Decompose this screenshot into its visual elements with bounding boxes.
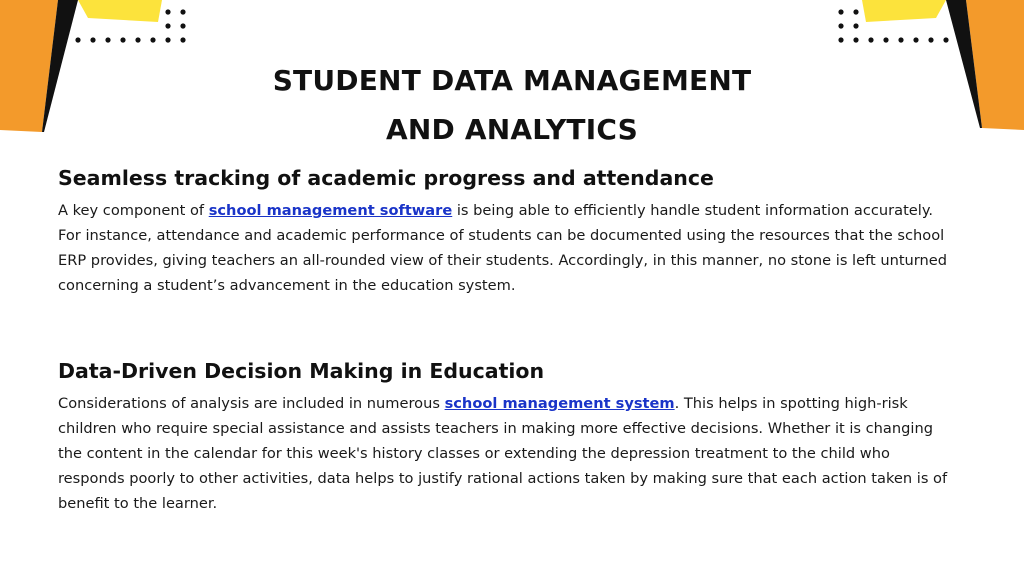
- section-heading: Seamless tracking of academic progress and attendance: [58, 166, 714, 190]
- section-paragraph: [58, 198, 958, 298]
- section-academic-tracking: [58, 164, 958, 298]
- paragraph-text: is being able to efficiently handle student information accurately. For instance, attendance and academic performance of students can be documented using the resources that the school ERP provides, giving teachers an all-rounded view of their students. Accordingly, in this manner, no stone is left unturned concerning a student’s advancement in the education system.: [58, 202, 948, 294]
- paragraph-text: A key component of: [58, 202, 209, 219]
- section-paragraph: [58, 391, 958, 516]
- section-heading: Data-Driven Decision Making in Education: [58, 359, 545, 383]
- school-management-software-link[interactable]: school management software: [208, 202, 453, 219]
- school-management-system-link[interactable]: school management system: [444, 395, 675, 412]
- paragraph-text: . This helps in spotting high-risk children who require special assistance and assists teachers in making more effective decisions. Whether it is changing the content in the calendar for this week's history classes or extending the depression treatment to the child who responds poorly to other activities, data helps to justify rational actions taken by making sure that each action taken is of benefit to the learner.: [58, 395, 948, 512]
- page-title: [0, 56, 1024, 154]
- page-title-line-1: STUDENT DATA MANAGEMENT: [272, 64, 752, 97]
- section-data-driven-decisions: [58, 357, 958, 516]
- page-title-line-2: AND ANALYTICS: [386, 113, 638, 146]
- paragraph-text: Considerations of analysis are included in numerous: [58, 395, 445, 412]
